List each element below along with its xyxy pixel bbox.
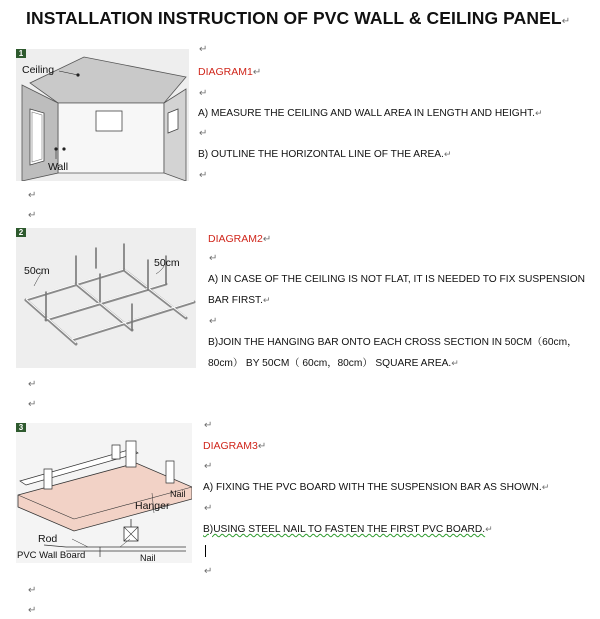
- hanger-label: Hanger: [135, 500, 170, 512]
- paragraph-mark: ↵: [204, 420, 213, 431]
- paragraph-mark: ↵: [561, 16, 571, 27]
- paragraph-mark: ↵: [262, 295, 271, 305]
- paragraph-mark: ↵: [209, 316, 218, 327]
- suspension-grid-illustration: [16, 228, 196, 368]
- diagram-1-step-a-text: A) MEASURE THE CEILING AND WALL AREA IN LENGTH AND HEIGHT.: [198, 108, 536, 119]
- rod-label: Rod: [38, 533, 58, 545]
- right-dimension-label: 50cm: [154, 257, 180, 269]
- ceiling-label: Ceiling: [22, 64, 55, 76]
- diagram-1-title: [198, 66, 261, 78]
- paragraph-mark: ↵: [257, 441, 267, 452]
- pvc-wall-board-label: PVC Wall Board: [17, 550, 86, 561]
- paragraph-mark: ↵: [204, 461, 213, 472]
- paragraph-mark: ↵: [199, 44, 208, 55]
- paragraph-mark: ↵: [199, 128, 208, 139]
- nail-top-label: Nail: [170, 489, 186, 499]
- diagram-1-step-a: [198, 103, 578, 124]
- paragraph-mark: ↵: [28, 399, 37, 410]
- paragraph-mark: ↵: [451, 358, 459, 368]
- diagram-3-step-a: [203, 477, 583, 498]
- diagram-2-number: 2: [16, 228, 26, 237]
- paragraph-mark: ↵: [199, 170, 208, 181]
- document-title: [26, 8, 586, 29]
- diagram-2-step-a: [208, 270, 588, 311]
- paragraph-mark: ↵: [252, 67, 262, 78]
- paragraph-mark: ↵: [28, 585, 37, 596]
- diagram-2-step-b-text: B)JOIN THE HANGING BAR ONTO EACH CROSS SECTION IN 50CM（60cm，80cm） BY 50CM（ 60cm，80cm） SQUARE AREA.: [208, 337, 578, 369]
- diagram-2-title: [208, 233, 271, 245]
- wall-label: Wall: [48, 161, 69, 173]
- left-dimension-label: 50cm: [24, 265, 50, 277]
- text-cursor: [205, 545, 206, 557]
- paragraph-mark: ↵: [204, 503, 213, 514]
- diagram-1-number: 1: [16, 49, 26, 58]
- diagram-3-number: 3: [16, 423, 26, 432]
- diagram-3-step-b-text: B)USING STEEL NAIL TO FASTEN THE FIRST PVC BOARD.: [203, 524, 486, 535]
- paragraph-mark: ↵: [443, 149, 452, 159]
- diagram-3-title-text: DIAGRAM3: [203, 440, 258, 452]
- diagram-2-step-a-text: A) IN CASE OF THE CEILING IS NOT FLAT, IT IS NEEDED TO FIX SUSPENSION BAR FIRST.: [208, 274, 586, 306]
- diagram-1-step-b-text: B) OUTLINE THE HORIZONTAL LINE OF THE AREA.: [198, 149, 444, 160]
- diagram-1-step-b: [198, 144, 578, 165]
- paragraph-mark: ↵: [28, 605, 37, 616]
- paragraph-mark: ↵: [262, 234, 272, 245]
- paragraph-mark: ↵: [535, 108, 543, 118]
- diagram-3-step-b: [203, 519, 583, 540]
- document-title-text: INSTALLATION INSTRUCTION OF PVC WALL & CEILING PANEL: [26, 8, 562, 28]
- diagram-3-title: [203, 440, 266, 452]
- paragraph-mark: ↵: [28, 190, 37, 201]
- diagram-1-title-text: DIAGRAM1: [198, 66, 253, 78]
- paragraph-mark: ↵: [204, 566, 213, 577]
- diagram-1-image: [16, 49, 189, 181]
- paragraph-mark: ↵: [209, 253, 218, 264]
- paragraph-mark: ↵: [28, 379, 37, 390]
- paragraph-mark: ↵: [28, 210, 37, 221]
- diagram-2-image: [16, 228, 196, 368]
- diagram-2-title-text: DIAGRAM2: [208, 233, 263, 245]
- paragraph-mark: ↵: [199, 88, 208, 99]
- paragraph-mark: ↵: [541, 482, 550, 492]
- nail-bottom-label: Nail: [140, 553, 156, 563]
- diagram-3-step-a-text: A) FIXING THE PVC BOARD WITH THE SUSPENSION BAR AS SHOWN.: [203, 482, 542, 493]
- diagram-3-image: [16, 423, 192, 563]
- diagram-2-step-b: [208, 333, 592, 374]
- paragraph-mark: ↵: [485, 524, 493, 534]
